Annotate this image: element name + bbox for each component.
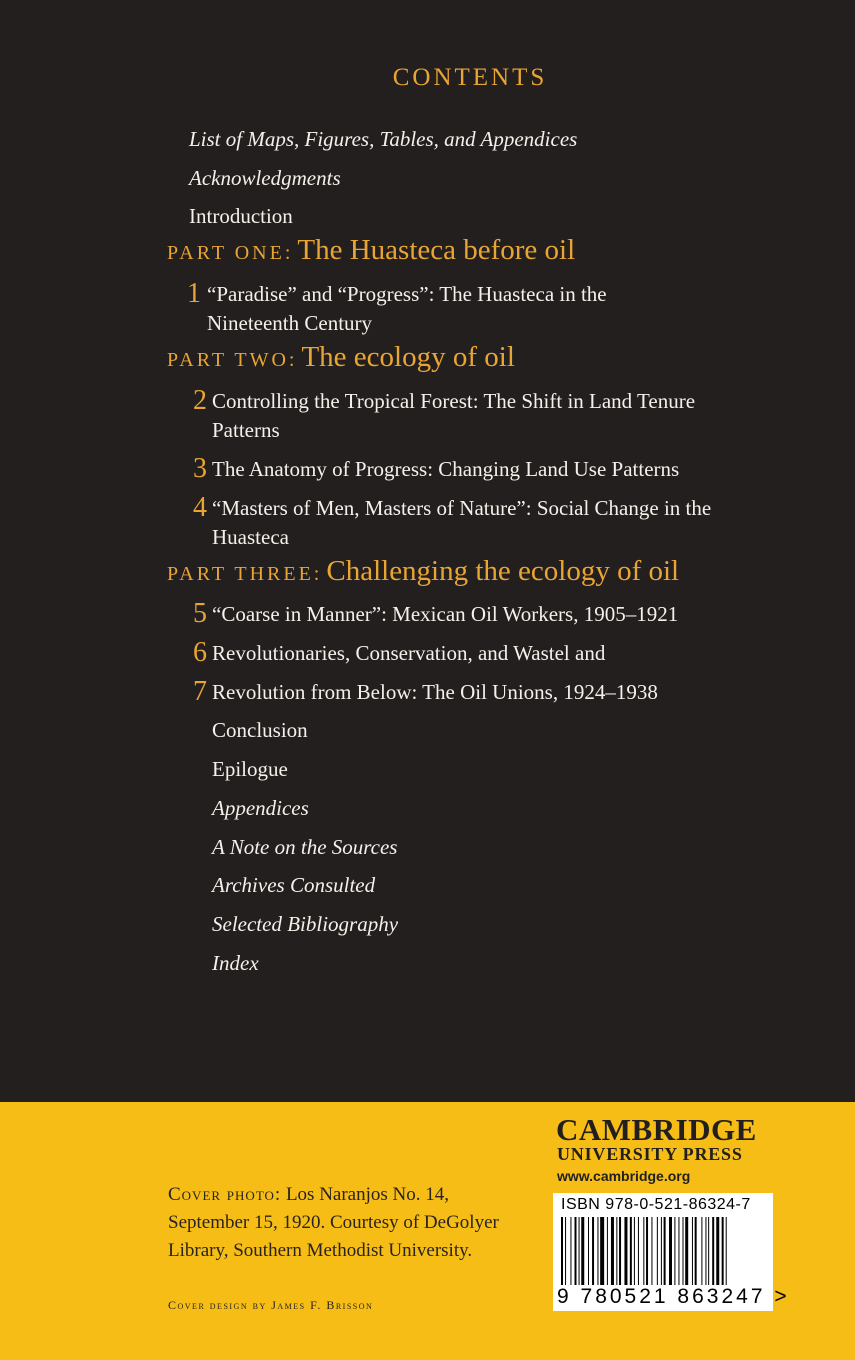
toc-item-introduction: Introduction <box>189 204 293 228</box>
toc-item-epilogue: Epilogue <box>212 757 288 781</box>
toc-item-list-of-maps: List of Maps, Figures, Tables, and Appendices <box>189 127 578 151</box>
part-two-title: The ecology of oil <box>301 341 515 373</box>
cover-design-credit: Cover design by James F. Brisson <box>168 1298 374 1312</box>
credit-line-2: September 15, 1920. Courtesy of DeGolyer <box>168 1212 499 1233</box>
chapter-number: 7 <box>193 676 207 707</box>
toc-item-conclusion: Conclusion <box>212 718 308 742</box>
chapter-number: 1 <box>187 278 201 309</box>
part-one-title: The Huasteca before oil <box>297 234 576 266</box>
part-three-title: Challenging the ecology of oil <box>326 555 680 587</box>
publisher-press: UNIVERSITY PRESS <box>557 1144 743 1164</box>
toc-item-index: Index <box>212 951 259 975</box>
part-three-heading <box>167 555 679 588</box>
chapter-number: 6 <box>193 637 207 668</box>
part-one-label: PART ONE: <box>167 242 294 264</box>
chapter-title-line-2: Huasteca <box>212 525 289 549</box>
chapter-title-line-1: Controlling the Tropical Forest: The Shift in Land Tenure <box>212 389 696 413</box>
chapter-number: 5 <box>193 598 207 629</box>
part-two-label: PART TWO: <box>167 349 298 371</box>
chapter-title-line-1: “Paradise” and “Progress”: The Huasteca in the <box>207 282 607 306</box>
toc-item-selected-bibliography: Selected Bibliography <box>212 912 399 936</box>
chapter-title-line-2: Nineteenth Century <box>207 311 373 335</box>
isbn-barcode <box>553 1193 790 1311</box>
toc-item-appendices: Appendices <box>212 796 309 820</box>
cover-photo-credit <box>168 1181 499 1265</box>
chapter-title-line-1: Revolutionaries, Conservation, and Wastel and <box>212 641 606 665</box>
part-three-label: PART THREE: <box>167 563 323 585</box>
chapter-number: 2 <box>193 385 207 416</box>
chapter-number: 3 <box>193 453 207 484</box>
publisher-website: www.cambridge.org <box>557 1168 691 1184</box>
publisher-name: CAMBRIDGE <box>556 1112 757 1147</box>
isbn-label: ISBN 978-0-521-86324-7 <box>561 1196 751 1213</box>
barcode-bars <box>559 1217 767 1287</box>
barcode-digits: 9 780521 863247 > <box>557 1285 790 1308</box>
chapter-title-line-1: Revolution from Below: The Oil Unions, 1924–1938 <box>212 680 658 704</box>
credit-label: Cover photo: <box>168 1184 282 1205</box>
chapter-number: 4 <box>193 492 207 523</box>
part-two-heading <box>167 341 515 374</box>
credit-line-1: Los Naranjos No. 14, <box>281 1184 450 1205</box>
toc-item-acknowledgments: Acknowledgments <box>189 166 341 190</box>
toc-item-archives-consulted: Archives Consulted <box>212 873 376 897</box>
part-one-heading <box>167 234 575 267</box>
chapter-title-line-1: The Anatomy of Progress: Changing Land Use Patterns <box>212 457 680 481</box>
chapter-title-line-2: Patterns <box>212 418 280 442</box>
chapter-title-line-1: “Masters of Men, Masters of Nature”: Social Change in the <box>212 496 712 520</box>
toc-item-note-on-sources: A Note on the Sources <box>212 835 398 859</box>
contents-heading: CONTENTS <box>392 64 548 91</box>
chapter-title-line-1: “Coarse in Manner”: Mexican Oil Workers, 1905–1921 <box>212 602 679 626</box>
credit-line-3: Library, Southern Methodist University. <box>168 1240 473 1261</box>
